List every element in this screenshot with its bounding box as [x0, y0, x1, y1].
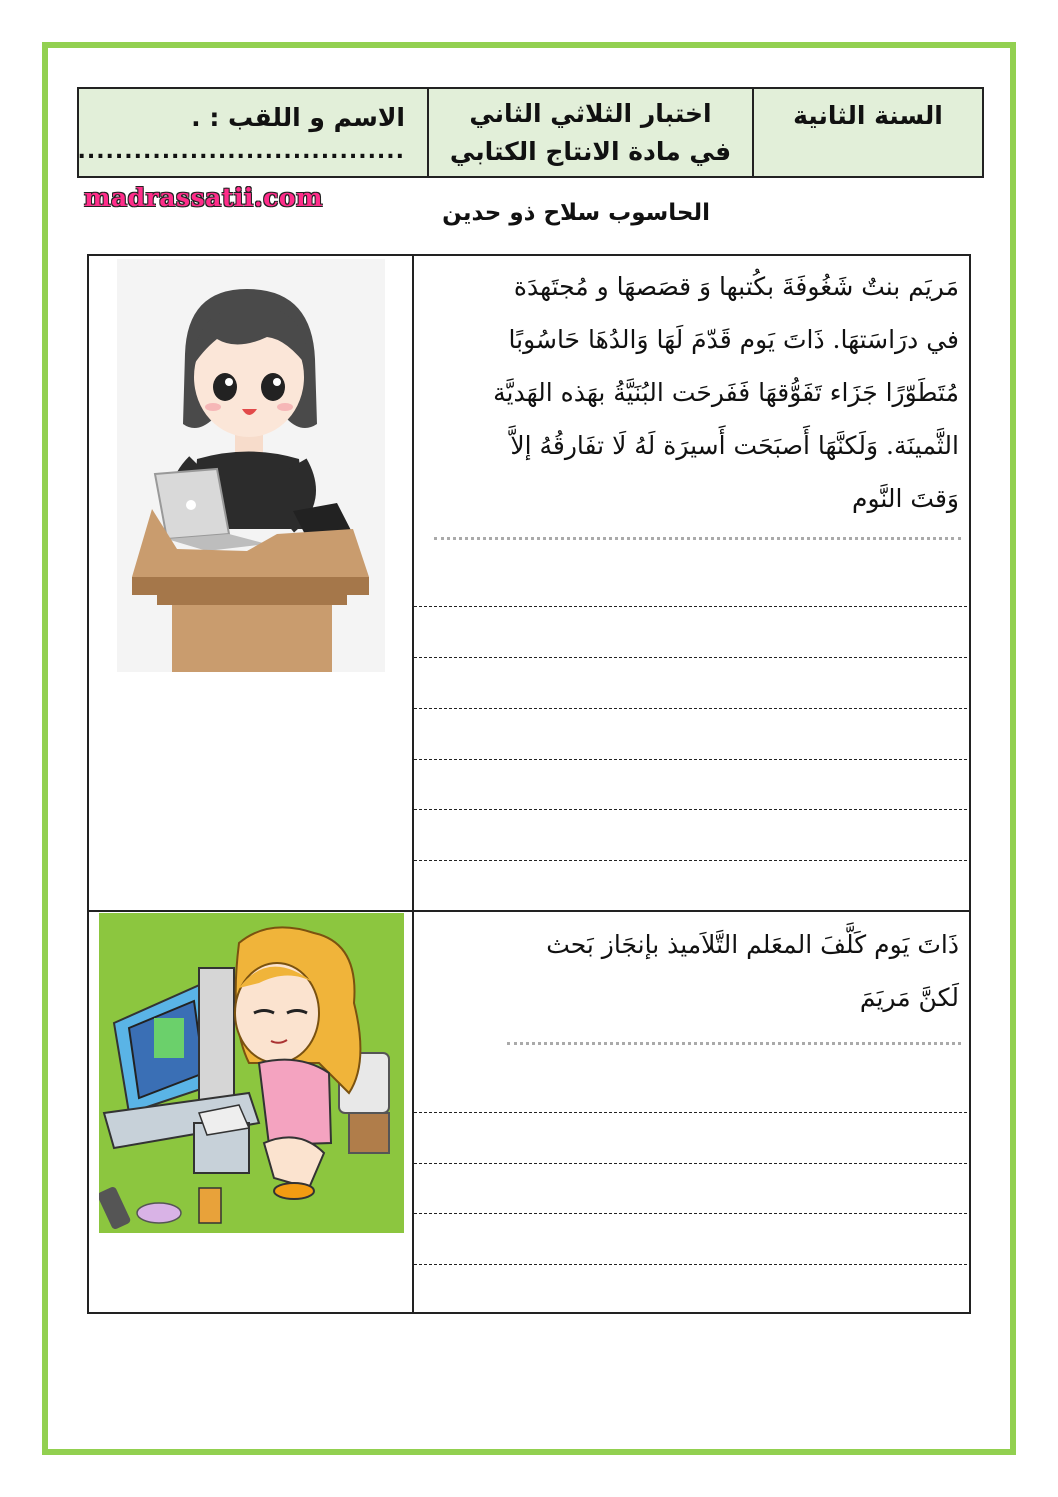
girl-computer-illustration — [99, 913, 404, 1253]
exercise-table — [87, 254, 971, 1314]
story-line: لَكنَّ مَريَمَ — [859, 983, 959, 1012]
answer-line[interactable] — [414, 1163, 967, 1164]
answer-line[interactable] — [414, 809, 967, 810]
name-dots: ................................... — [77, 138, 405, 164]
story-line: في درَاسَتهَا. ذَاتَ يَوم قَدّمَ لَهَا وَالدُهَا حَاسُوبًا — [508, 325, 959, 354]
answer-line[interactable] — [414, 759, 967, 760]
answer-line[interactable] — [414, 657, 967, 658]
story-line: ذَاتَ يَوم كَلَّفَ المعَلم التَّلاَميذ بإنجَاز بَحث — [546, 930, 959, 959]
name-cell — [79, 89, 429, 176]
girl-laptop-illustration — [117, 259, 385, 672]
row-divider — [89, 910, 969, 912]
answer-line[interactable] — [414, 708, 967, 709]
story-paragraph-1 — [427, 260, 959, 525]
watermark-logo: madrassatii.com — [84, 183, 323, 212]
story-line: مُتَطَوّرًا جَزَاء تَفَوُّقهَا فَفَرحَت البُنَيَّةُ بهَذه الهَديَّة — [493, 378, 959, 407]
name-label: الاسم و اللقب : . — [191, 102, 405, 132]
continuation-dots — [434, 537, 961, 540]
continuation-dots — [507, 1042, 961, 1045]
answer-line[interactable] — [414, 860, 967, 861]
grade-cell — [754, 89, 982, 176]
story-paragraph-2 — [427, 918, 959, 1024]
answer-line[interactable] — [414, 1264, 967, 1265]
test-subject: في مادة الانتاج الكتابي — [449, 136, 732, 166]
page-title: الحاسوب سلاح ذو حدين — [442, 200, 710, 226]
header-table — [77, 87, 984, 178]
test-cell — [429, 89, 754, 176]
story-line: وَقتَ النَّوم — [851, 484, 959, 513]
column-divider — [412, 256, 414, 1312]
story-line: الثَّمينَة. وَلَكنَّهَا أَصبَحَت أَسيرَة لَهُ لَا تفَارقُهُ إلاَّ — [510, 431, 959, 460]
story-line: مَريَم بنتٌ شَغُوفَةَ بكُتبها وَ قصَصهَا و مُجتَهدَة — [513, 272, 959, 301]
answer-line[interactable] — [414, 1213, 967, 1214]
grade-label: السنة الثانية — [793, 101, 943, 130]
answer-line[interactable] — [414, 1112, 967, 1113]
answer-line[interactable] — [414, 606, 967, 607]
test-title: اختبار الثلاثي الثاني — [469, 98, 712, 128]
